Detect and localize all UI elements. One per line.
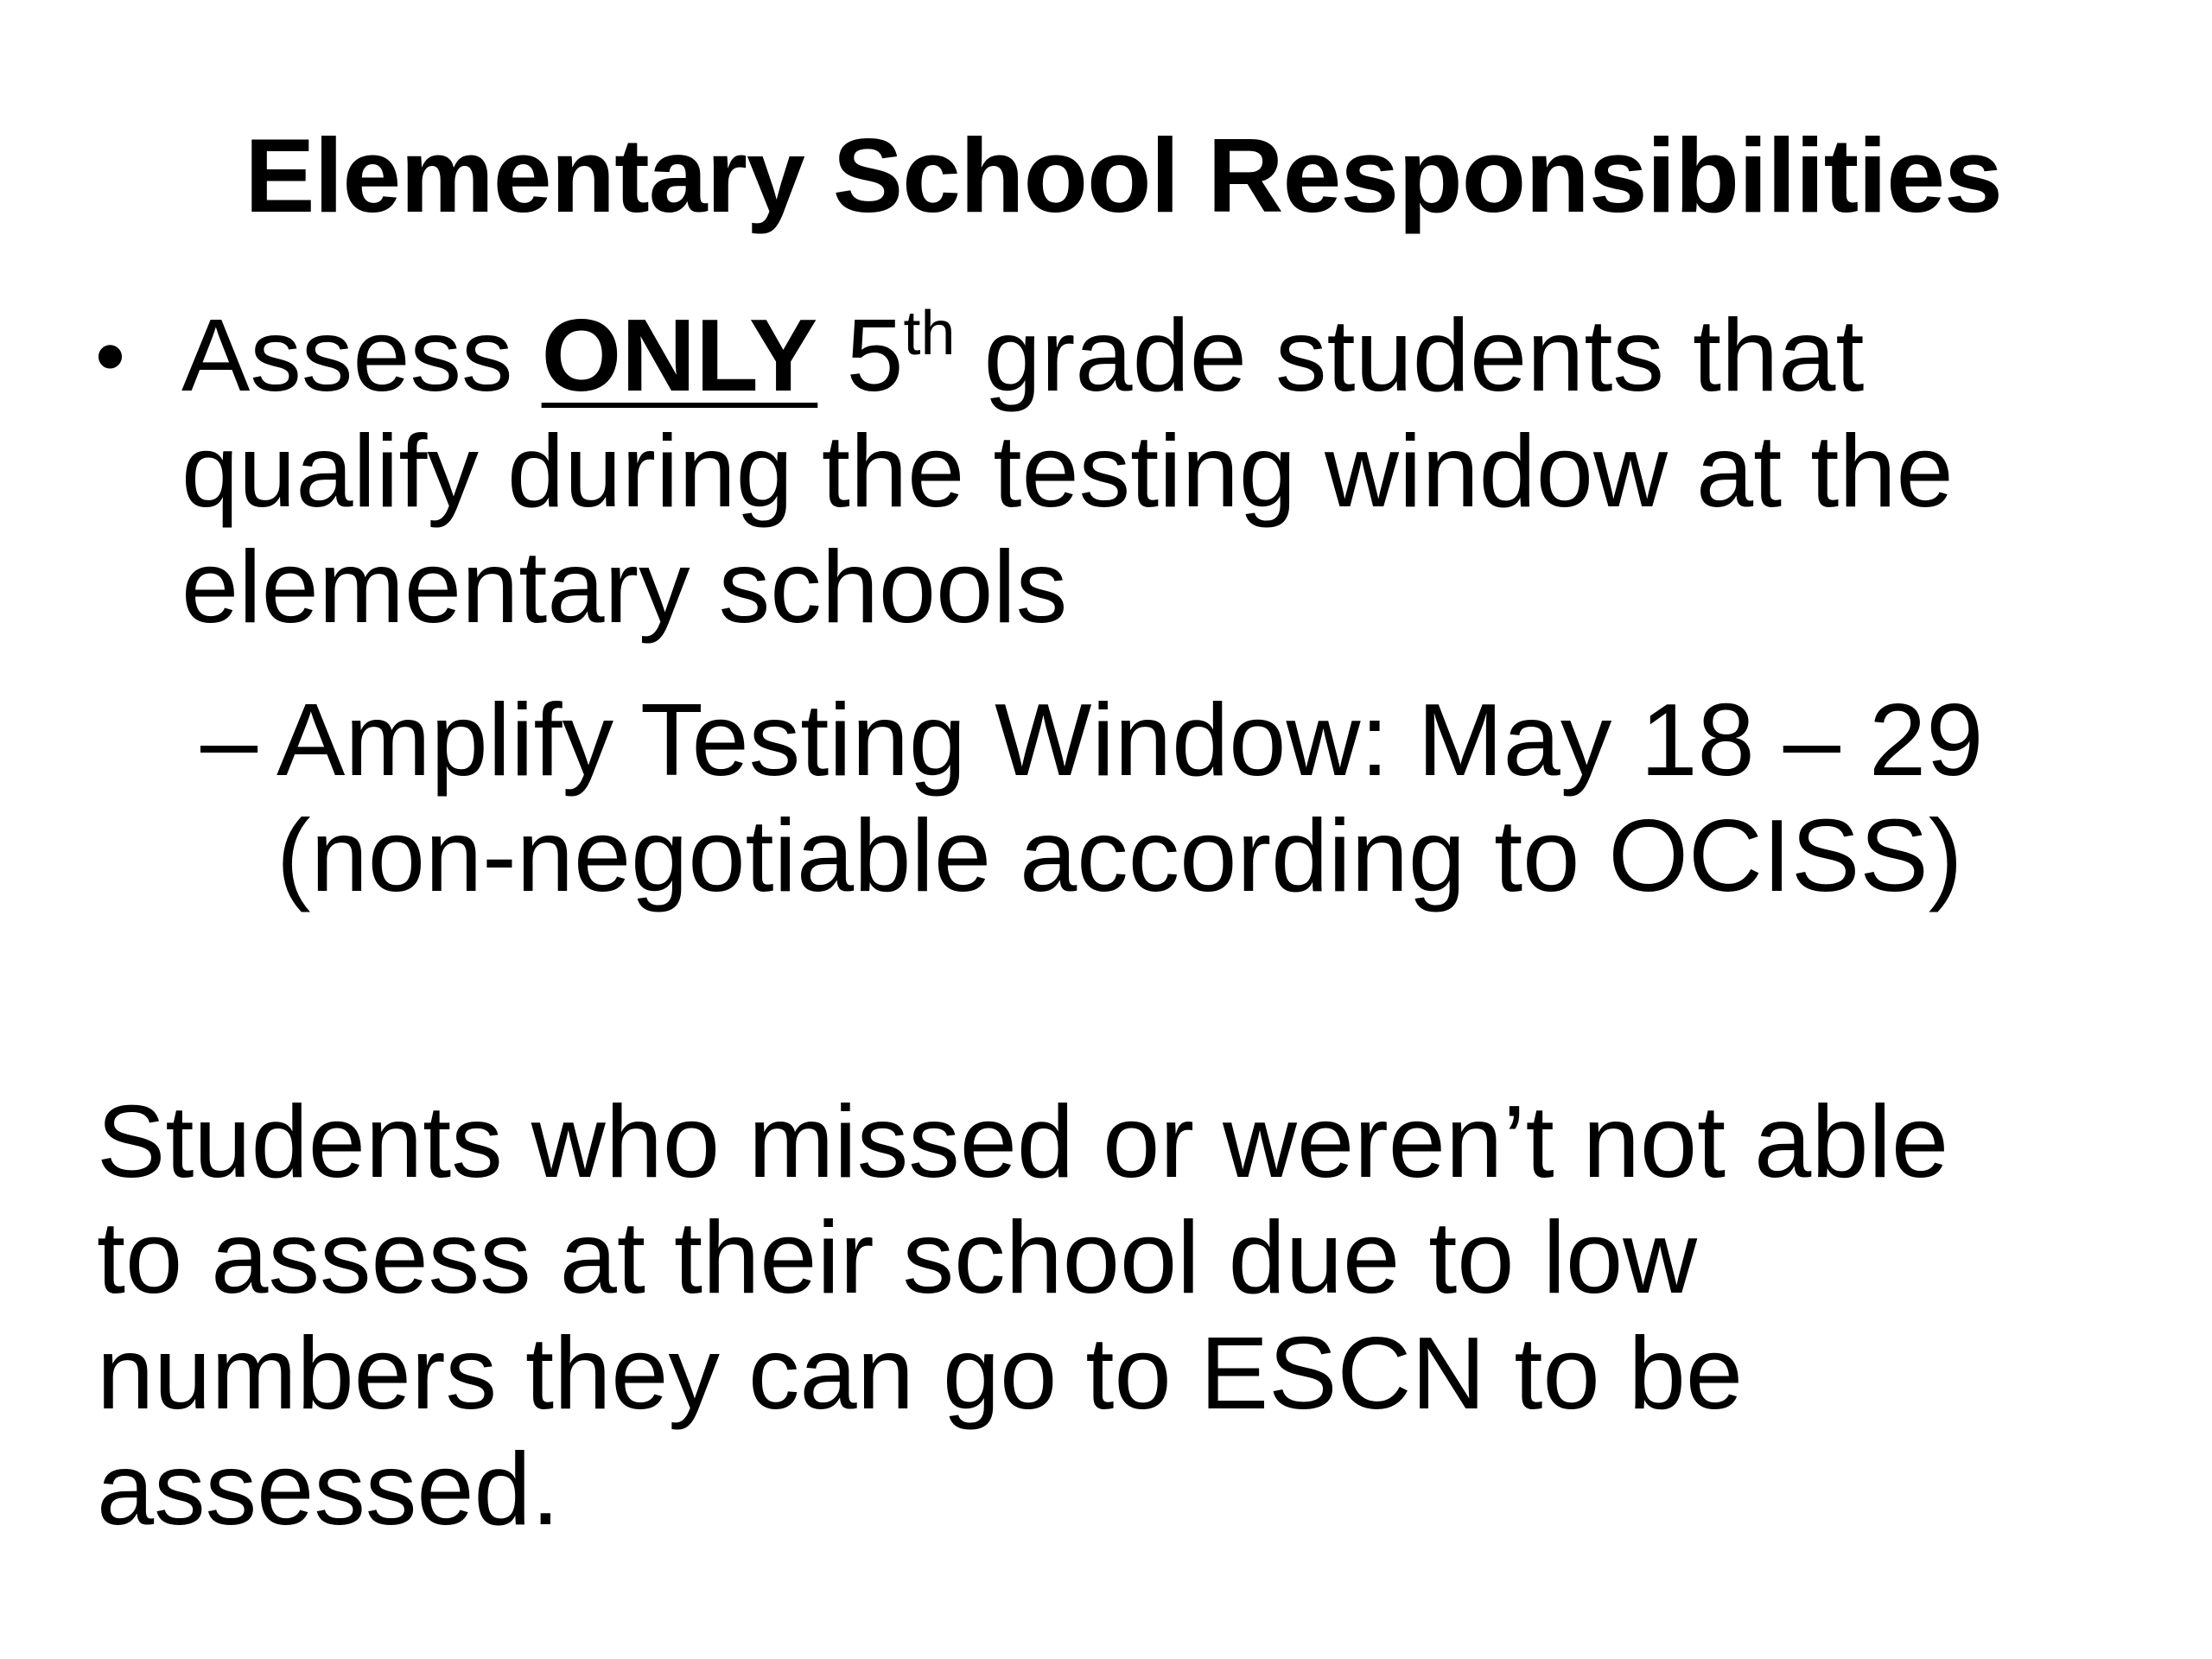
bullet-item xyxy=(95,298,2186,645)
sub-bullet-line-2: (non-negotiable according to OCISS) xyxy=(276,798,1963,913)
paragraph-line-1: Students who missed or weren’t not able xyxy=(97,1084,1949,1199)
ordinal-superscript: th xyxy=(903,299,956,368)
bullet-list xyxy=(95,298,2186,645)
bullet-line-1 xyxy=(181,298,2186,414)
sub-bullet-text xyxy=(200,683,2188,914)
bullet-text-line1-end: grade students that xyxy=(955,298,1865,413)
bullet-marker: • xyxy=(95,308,126,404)
body-paragraph xyxy=(97,1084,2171,1548)
bullet-text-lead: Assess xyxy=(181,298,542,413)
bullet-text-grade-number: 5 xyxy=(817,298,904,413)
slide-title: Elementary School Responsibilities xyxy=(245,117,2002,234)
sub-bullet-line-1: Amplify Testing Window: May 18 – 29 xyxy=(276,683,1984,798)
paragraph-line-2: to assess at their school due to low xyxy=(97,1200,1698,1315)
bullet-line-3: elementary schools xyxy=(181,530,1068,645)
paragraph-line-3: numbers they can go to ESCN to be xyxy=(97,1316,1744,1431)
bullet-line-2: qualify during the testing window at the xyxy=(181,414,1954,529)
sub-bullet-item xyxy=(200,683,2188,914)
emphasis-only: ONLY xyxy=(541,298,818,413)
paragraph-line-4: assessed. xyxy=(97,1432,560,1547)
bullet-text xyxy=(181,298,2186,645)
sub-bullet-marker: – xyxy=(200,683,258,798)
